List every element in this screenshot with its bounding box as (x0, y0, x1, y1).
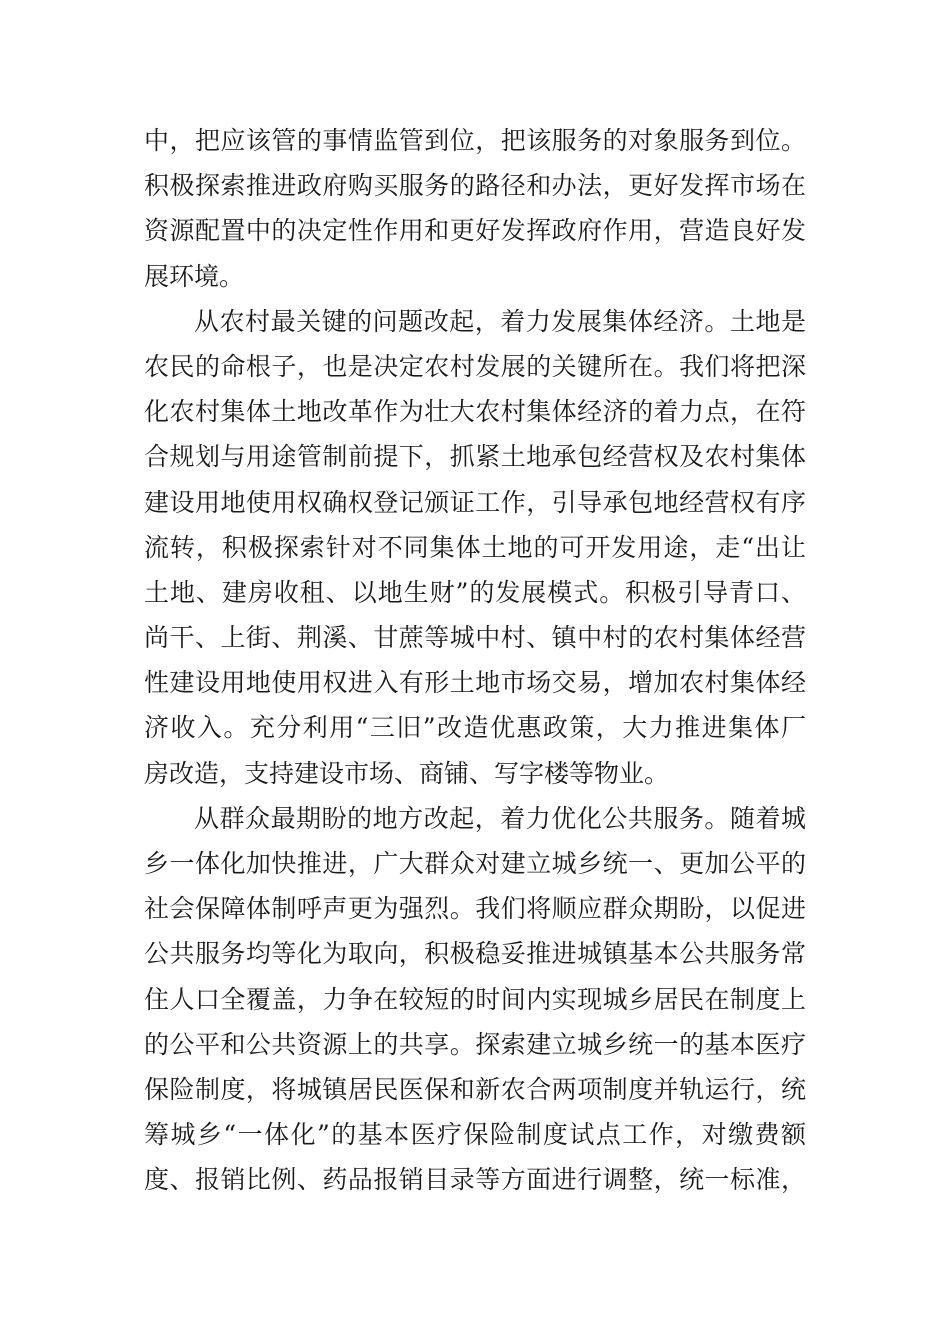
paragraph-3-line-1: 从群众最期盼的地方改起，着力优化公共服务。随着城 (194, 803, 806, 833)
paragraph-2-line-9: 性建设用地使用权进入有形土地市场交易，增加农村集体经 (144, 668, 806, 698)
document-body (144, 118, 806, 1203)
paragraph-2-line-11: 房改造，支持建设市场、商铺、写字楼等物业。 (144, 758, 670, 788)
paragraph-2-line-8: 尚干、上街、荆溪、甘蔗等城中村、镇中村的农村集体经营 (144, 623, 806, 653)
paragraph-1-line-1: 中，把应该管的事情监管到位，把该服务的对象服务到位。 (144, 126, 806, 155)
paragraph-2-line-2: 农民的命根子，也是决定农村发展的关键所在。我们将把深 (144, 351, 806, 381)
paragraph-3-line-3: 社会保障体制呼声更为强烈。我们将顺应群众期盼，以促进 (144, 894, 806, 924)
paragraph-3-line-4: 公共服务均等化为取向，积极稳妥推进城镇基本公共服务常 (144, 939, 806, 969)
paragraph-3-line-7: 保险制度，将城镇居民医保和新农合两项制度并轨运行，统 (144, 1074, 806, 1104)
paragraph-2-line-1: 从农村最关键的问题改起，着力发展集体经济。土地是 (194, 306, 806, 336)
paragraph-2-line-7: 土地、建房收租、以地生财”的发展模式。积极引导青口、 (144, 577, 806, 607)
paragraph-3-line-6: 的公平和公共资源上的共享。探索建立城乡统一的基本医疗 (144, 1029, 806, 1059)
paragraph-2-line-10: 济收入。充分利用“三旧”改造优惠政策，大力推进集体厂 (144, 713, 806, 743)
paragraph-2-line-4: 合规划与用途管制前提下，抓紧土地承包经营权及农村集体 (144, 442, 806, 472)
paragraph-1-line-2: 积极探索推进政府购买服务的路径和办法，更好发挥市场在 (144, 171, 806, 201)
paragraph-1-line-3: 资源配置中的决定性作用和更好发挥政府作用，营造良好发 (144, 216, 806, 246)
paragraph-2-line-5: 建设用地使用权确权登记颁证工作，引导承包地经营权有序 (144, 487, 806, 517)
paragraph-2-line-3: 化农村集体土地改革作为壮大农村集体经济的着力点，在符 (144, 397, 806, 427)
paragraph-3-line-8: 筹城乡“一体化”的基本医疗保险制度试点工作，对缴费额 (144, 1120, 806, 1150)
paragraph-1-line-4: 展环境。 (144, 261, 245, 291)
paragraph-3-line-2: 乡一体化加快推进，广大群众对建立城乡统一、更加公平的 (144, 849, 806, 878)
paragraph-3-line-9: 度、报销比例、药品报销目录等方面进行调整，统一标准， (144, 1165, 806, 1195)
paragraph-3-line-5: 住人口全覆盖，力争在较短的时间内实现城乡居民在制度上 (144, 984, 806, 1014)
paragraph-2-line-6: 流转，积极探索针对不同集体土地的可开发用途，走“出让 (144, 532, 806, 562)
